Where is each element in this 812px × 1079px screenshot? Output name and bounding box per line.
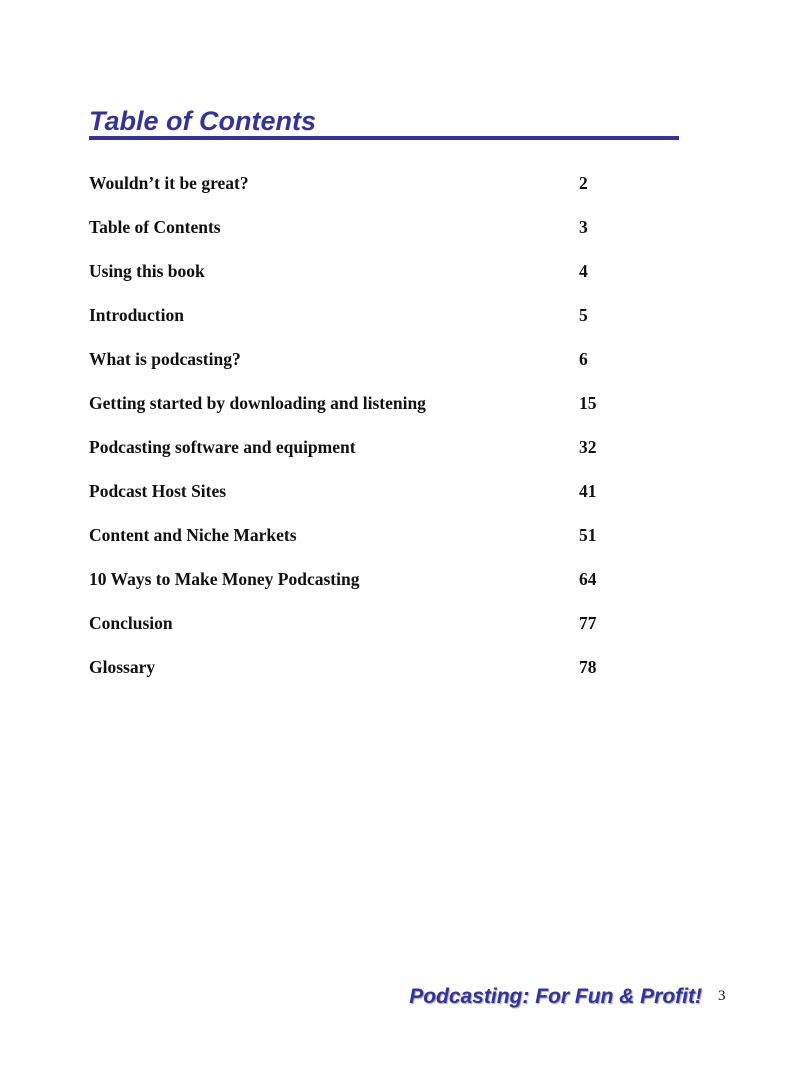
toc-entry-title: Wouldn’t it be great?	[89, 173, 249, 193]
footer-page-number: 3	[718, 988, 726, 1004]
toc-entry-title: Conclusion	[89, 613, 173, 633]
toc-entry-page: 6	[579, 349, 588, 369]
toc-entry-title: Table of Contents	[89, 217, 221, 237]
toc-entry-page: 3	[579, 217, 588, 237]
toc-entry	[89, 434, 649, 478]
toc-entry	[89, 566, 649, 610]
toc-entry-title: Podcast Host Sites	[89, 481, 227, 501]
toc-entry-page: 77	[579, 613, 597, 633]
toc-entry	[89, 170, 649, 214]
toc-entry	[89, 302, 649, 346]
toc-entry-page: 32	[579, 437, 597, 457]
toc-entry-page: 51	[579, 525, 597, 545]
toc-entry-title: What is podcasting?	[89, 349, 241, 369]
toc-entry-page: 64	[579, 569, 597, 589]
toc-entry	[89, 258, 649, 302]
toc-entry-title: Content and Niche Markets	[89, 525, 297, 545]
toc-entry-title: Glossary	[89, 657, 156, 677]
toc-entry	[89, 390, 649, 434]
toc-entry-title: Using this book	[89, 261, 205, 281]
toc-heading	[89, 106, 679, 140]
toc-entry-title: Podcasting software and equipment	[89, 437, 356, 457]
toc-entry-page: 5	[579, 305, 588, 325]
toc-entry	[89, 346, 649, 390]
toc-list	[89, 170, 649, 698]
toc-entry-page: 41	[579, 481, 597, 501]
toc-entry-page: 4	[579, 261, 588, 281]
toc-entry-title: Getting started by downloading and listening	[89, 393, 426, 413]
toc-entry	[89, 610, 649, 654]
toc-entry	[89, 522, 649, 566]
footer-book-title: Podcasting: For Fun & Profit!	[409, 985, 702, 1008]
toc-heading-text: Table of Contents	[89, 106, 316, 136]
toc-entry	[89, 214, 649, 258]
toc-entry-page: 78	[579, 657, 597, 677]
toc-entry	[89, 654, 649, 698]
toc-entry	[89, 478, 649, 522]
toc-entry-page: 15	[579, 393, 597, 413]
toc-entry-page: 2	[579, 173, 588, 193]
toc-entry-title: Introduction	[89, 305, 184, 325]
toc-entry-title: 10 Ways to Make Money Podcasting	[89, 569, 360, 589]
